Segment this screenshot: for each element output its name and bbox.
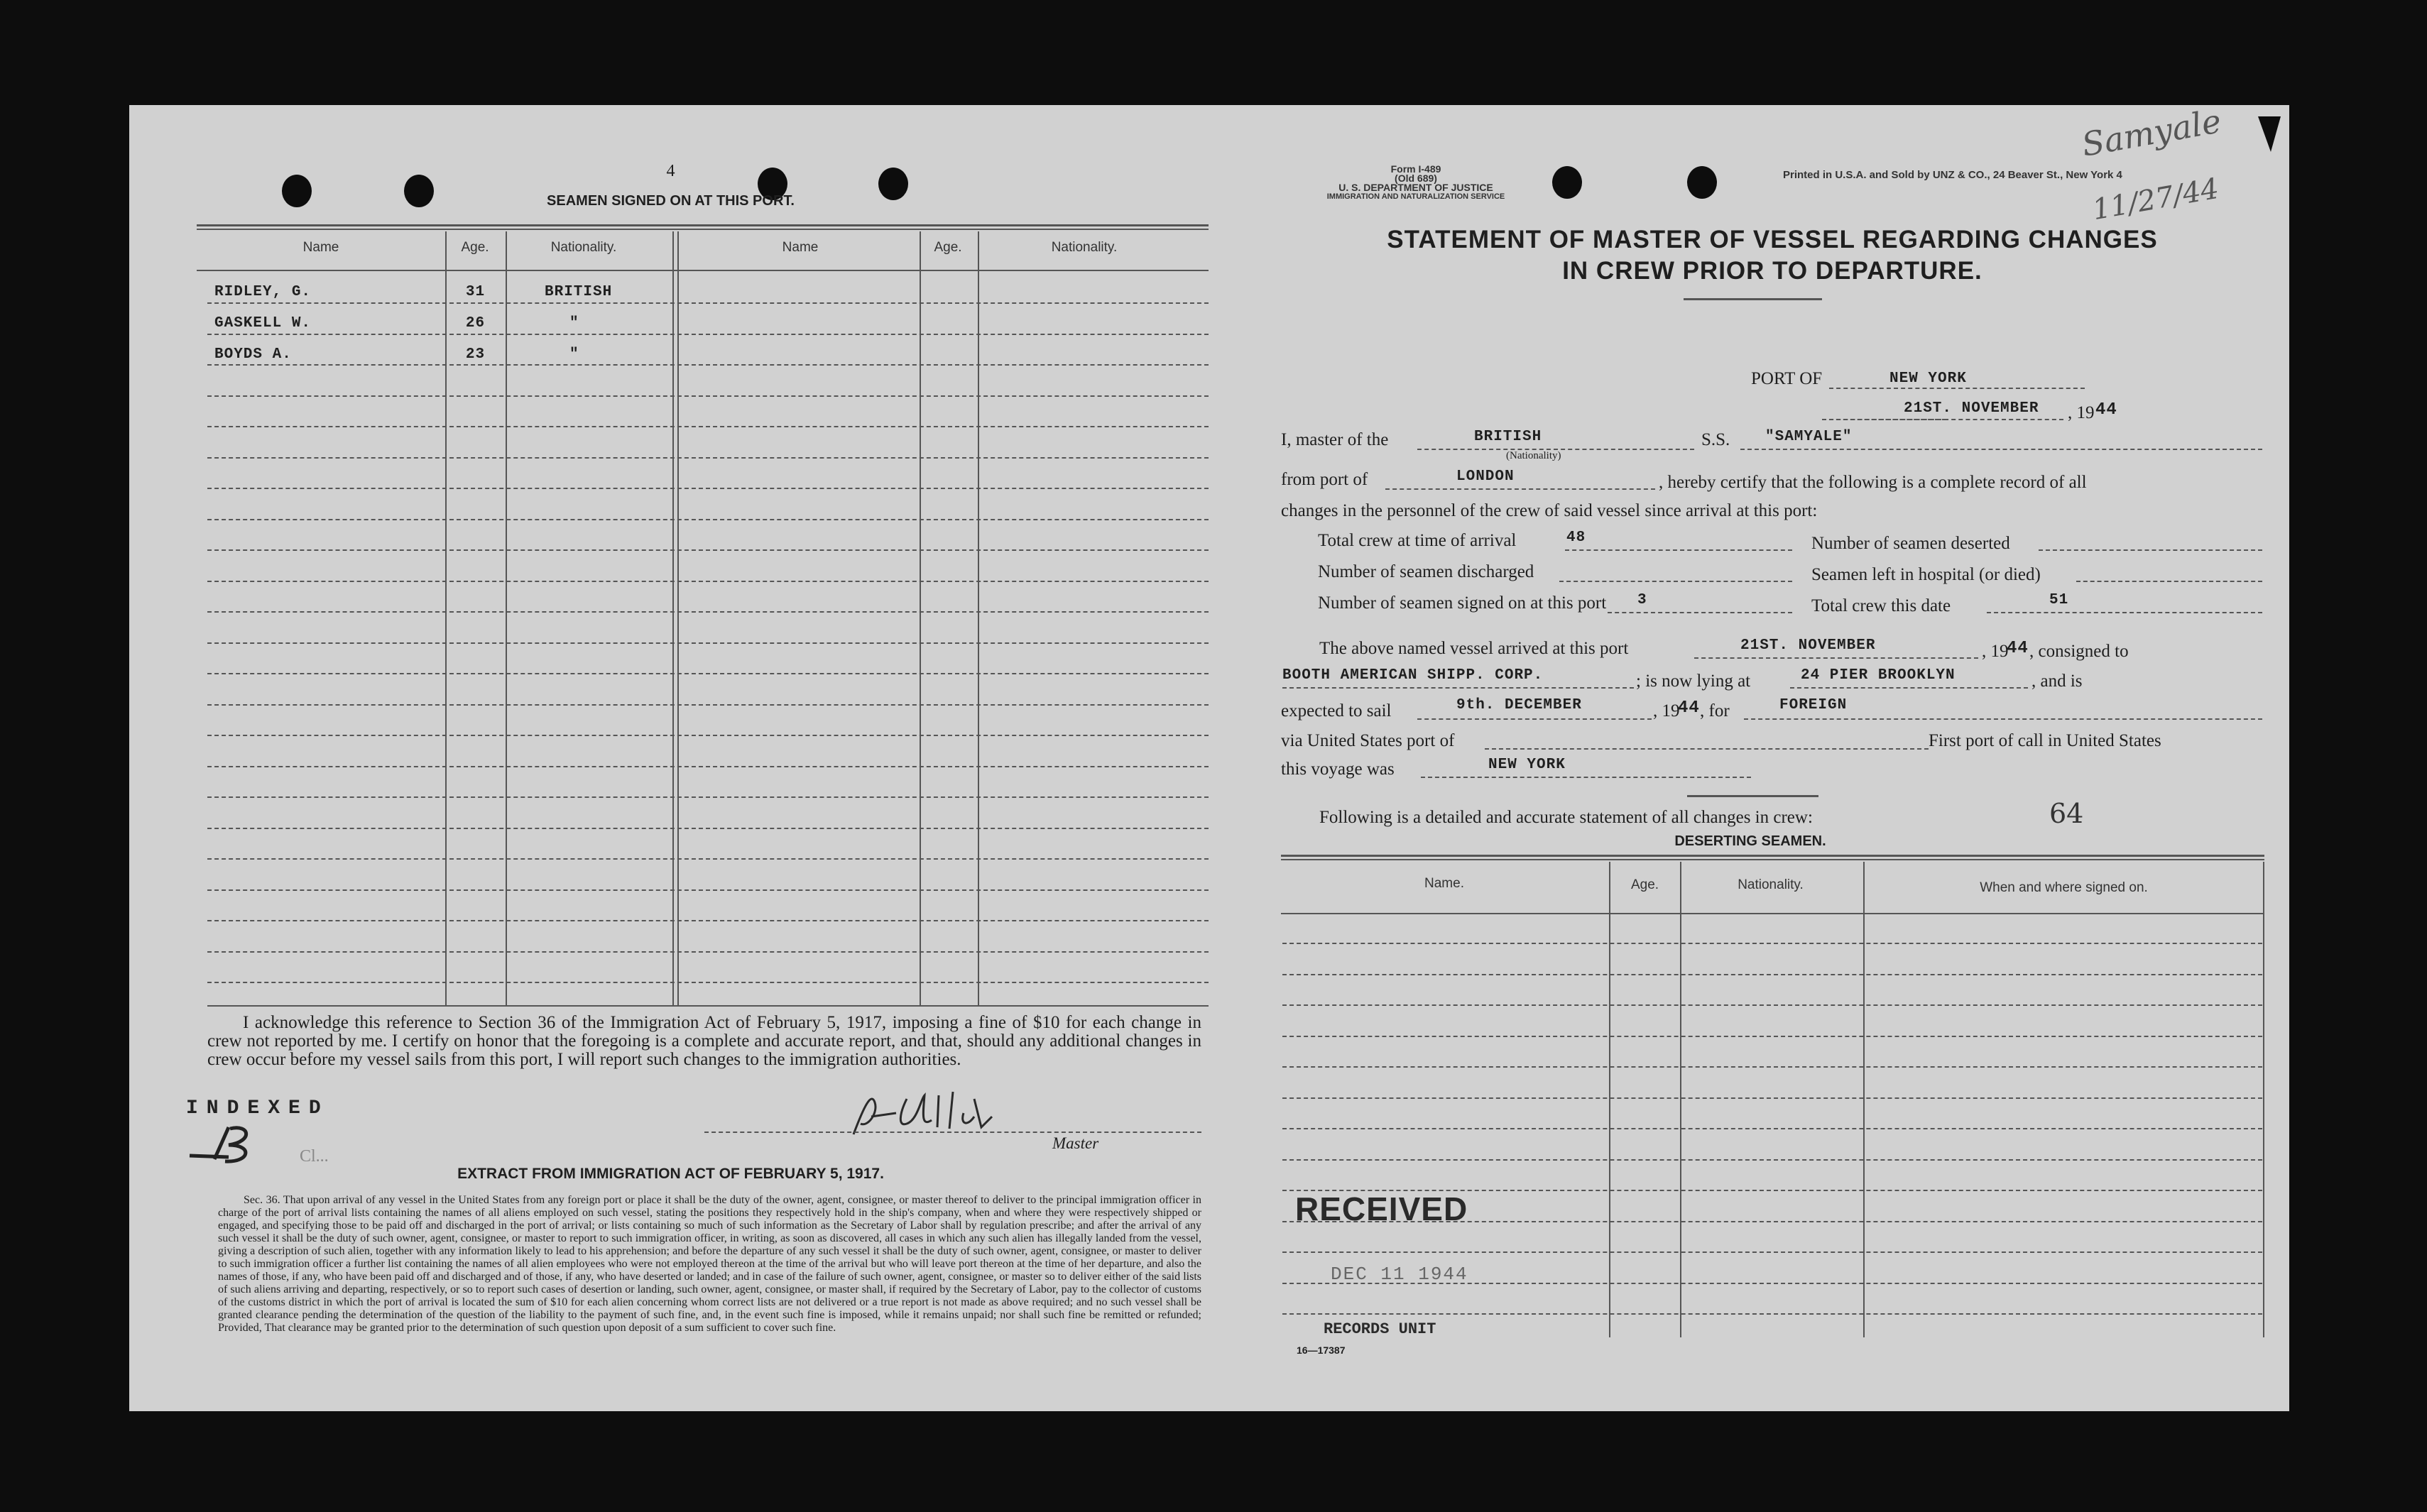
received-date-stamp: DEC 11 1944 bbox=[1331, 1264, 1468, 1285]
right-page bbox=[1211, 102, 2289, 1411]
table-row-rule bbox=[1282, 943, 2262, 944]
deserted-label: Number of seamen deserted bbox=[1811, 534, 2010, 553]
date-line bbox=[1822, 419, 2063, 420]
table-row-rule bbox=[207, 951, 1209, 953]
ship-name: "SAMYALE" bbox=[1765, 429, 1853, 445]
arrived-year-prefix: , 19 bbox=[1982, 642, 2009, 661]
port-value: NEW YORK bbox=[1889, 371, 1967, 387]
first-port-text: First port of call in United States bbox=[1929, 731, 2161, 750]
voyage-text: this voyage was bbox=[1281, 760, 1395, 779]
via-line bbox=[1485, 748, 1929, 750]
form-code: 16—17387 bbox=[1297, 1344, 1346, 1356]
table-top-rule bbox=[197, 224, 1209, 226]
following-text: Following is a detailed and accurate statement of all changes in crew: bbox=[1319, 808, 1813, 827]
signed-on-label: Number of seamen signed on at this port bbox=[1318, 593, 1607, 613]
expected-text: expected to sail bbox=[1281, 701, 1392, 721]
col-header-name-2: Name bbox=[782, 240, 819, 255]
table-row-rule bbox=[207, 766, 1209, 767]
arrived-year: 44 bbox=[2007, 639, 2029, 658]
nationality-value: BRITISH bbox=[1474, 429, 1542, 445]
total-crew-date-line bbox=[1987, 612, 2262, 613]
corner-tear bbox=[2258, 116, 2281, 152]
table-row-rule bbox=[207, 519, 1209, 520]
table-row-rule bbox=[207, 828, 1209, 829]
consignee-line bbox=[1282, 687, 1634, 689]
table-row-rule bbox=[1282, 1251, 2262, 1253]
voyage-line bbox=[1421, 777, 1751, 778]
port-label-text: PORT OF bbox=[1751, 369, 1823, 388]
consigned-text: , consigned to bbox=[2029, 642, 2129, 661]
table-row-rule bbox=[207, 611, 1209, 613]
port-label bbox=[1751, 369, 1822, 389]
date-year: 44 bbox=[2095, 400, 2117, 420]
lying-line bbox=[1790, 687, 2028, 689]
table-row-rule bbox=[207, 920, 1209, 921]
table-row-rule bbox=[207, 426, 1209, 427]
col-header-age: Age. bbox=[461, 240, 489, 255]
section-title: SEAMEN SIGNED ON AT THIS PORT. bbox=[547, 193, 795, 209]
table-row-rule bbox=[1282, 1128, 2262, 1129]
table-row-rule bbox=[207, 581, 1209, 582]
table-row-rule bbox=[207, 735, 1209, 736]
section-divider bbox=[1687, 795, 1818, 797]
col-header-nationality-2: Nationality. bbox=[1051, 240, 1118, 255]
form-header bbox=[1274, 165, 1558, 202]
printer-note: Printed in U.S.A. and Sold by UNZ & CO., 24 Beaver St., New York 4 bbox=[1783, 169, 2122, 181]
signed-on-line bbox=[1608, 612, 1792, 613]
table-row-rule bbox=[1282, 1004, 2262, 1006]
signed-on-value: 3 bbox=[1637, 592, 1647, 608]
hospital-line bbox=[2076, 581, 2262, 582]
master-signature-line bbox=[704, 1132, 1201, 1133]
from-port-value: LONDON bbox=[1456, 469, 1515, 485]
service: IMMIGRATION AND NATURALIZATION SERVICE bbox=[1326, 192, 1505, 201]
handwritten-number: 64 bbox=[2049, 798, 2084, 829]
extract-title: EXTRACT FROM IMMIGRATION ACT OF FEBRUARY 5, 1917. bbox=[457, 1166, 884, 1182]
ss-label: S.S. bbox=[1701, 430, 1730, 449]
ship-line bbox=[1740, 449, 2262, 450]
row-nationality: BRITISH bbox=[545, 284, 613, 300]
form-title bbox=[1275, 224, 2269, 287]
handwritten-vessel-name: Samyale bbox=[2078, 102, 2225, 164]
row-age: 31 bbox=[465, 284, 486, 300]
table-row-rule bbox=[207, 457, 1209, 459]
acknowledgement-text: I acknowledge this reference to Section 36 of the Immigration Act of February 5, 1917, imposing a fine of $10 for each change in crew not reported by me. I certify on honor that the foregoing is a complete and accurate report, and that, should any additional changes in crew occur before my vessel sails from this port, I will report such changes to the immigration authorities. bbox=[207, 1013, 1201, 1069]
deserting-table-top bbox=[1281, 859, 2264, 860]
department: U. S. DEPARTMENT OF JUSTICE bbox=[1338, 182, 1493, 193]
title-line-1: STATEMENT OF MASTER OF VESSEL REGARDING CHANGES bbox=[1387, 226, 2158, 253]
table-header-rule bbox=[197, 270, 1209, 271]
deserting-col-nationality: Nationality. bbox=[1738, 877, 1804, 892]
table-row-rule bbox=[207, 642, 1209, 644]
total-crew-arrival-line bbox=[1565, 549, 1792, 551]
deserted-line bbox=[2039, 549, 2262, 551]
title-line-2: IN CREW PRIOR TO DEPARTURE. bbox=[1562, 257, 1982, 285]
via-text: via United States port of bbox=[1281, 731, 1455, 750]
table-row-rule bbox=[207, 395, 1209, 397]
table-row-rule bbox=[1282, 1097, 2262, 1099]
total-crew-arrival-value: 48 bbox=[1566, 530, 1586, 546]
total-crew-date-label: Total crew this date bbox=[1811, 596, 1951, 615]
from-port-label: from port of bbox=[1281, 470, 1368, 489]
nationality-caption: (Nationality) bbox=[1506, 450, 1561, 461]
deserting-col-signed-on: When and where signed on. bbox=[1980, 880, 2148, 895]
table-row-rule bbox=[1282, 974, 2262, 975]
consignee: BOOTH AMERICAN SHIPP. CORP. bbox=[1282, 667, 1544, 684]
changes-text: changes in the personnel of the crew of said vessel since arrival at this port: bbox=[1281, 501, 1818, 520]
deserting-table-top bbox=[1281, 855, 2264, 857]
sail-date: 9th. DECEMBER bbox=[1456, 697, 1582, 713]
table-row-rule bbox=[1282, 1313, 2262, 1315]
arrived-line bbox=[1694, 657, 1978, 659]
row-age: 26 bbox=[465, 315, 486, 332]
page-number: 4 bbox=[666, 162, 675, 180]
handwritten-date: 11/27/44 bbox=[2090, 172, 2222, 227]
deserting-title: DESERTING SEAMEN. bbox=[1674, 833, 1826, 849]
sail-line bbox=[1417, 718, 1652, 720]
punch-hole bbox=[1687, 166, 1717, 199]
certify-text: , hereby certify that the following is a complete record of all bbox=[1659, 473, 2087, 492]
table-row-rule bbox=[207, 889, 1209, 891]
table-row-rule bbox=[1282, 1159, 2262, 1161]
column-rule bbox=[2263, 862, 2264, 1337]
date-year-prefix: , 19 bbox=[2068, 403, 2095, 422]
hospital-label: Seamen left in hospital (or died) bbox=[1811, 565, 2041, 584]
lying-text: ; is now lying at bbox=[1636, 672, 1751, 691]
voyage-value: NEW YORK bbox=[1488, 757, 1566, 773]
left-page bbox=[129, 105, 1212, 1411]
row-name: GASKELL W. bbox=[214, 315, 312, 332]
table-row-rule bbox=[207, 704, 1209, 706]
total-crew-date-value: 51 bbox=[2049, 592, 2069, 608]
clerk-mark: Cl... bbox=[300, 1147, 329, 1166]
lying-at: 24 PIER BROOKLYN bbox=[1801, 667, 1956, 684]
master-of-label: I, master of the bbox=[1281, 430, 1389, 449]
from-port-line bbox=[1385, 488, 1655, 490]
column-rule bbox=[1680, 862, 1681, 1337]
row-name: RIDLEY, G. bbox=[214, 284, 312, 300]
deserting-table-header-rule bbox=[1281, 913, 2264, 914]
table-row-rule bbox=[207, 302, 1209, 304]
deserting-col-name: Name. bbox=[1424, 876, 1464, 891]
form-number: Form I-489 bbox=[1390, 163, 1441, 175]
deserting-col-age: Age. bbox=[1630, 877, 1659, 892]
column-rule bbox=[1863, 862, 1865, 1337]
col-header-nationality: Nationality. bbox=[550, 240, 617, 255]
date-value: 21ST. NOVEMBER bbox=[1904, 400, 2039, 417]
received-stamp: RECEIVED bbox=[1295, 1190, 1468, 1227]
table-row-rule bbox=[207, 982, 1209, 983]
table-row-rule bbox=[1282, 1036, 2262, 1037]
and-is-text: , and is bbox=[2031, 672, 2083, 691]
arrived-date: 21ST. NOVEMBER bbox=[1740, 637, 1876, 654]
table-top-rule bbox=[197, 229, 1209, 230]
master-label: Master bbox=[1052, 1134, 1099, 1152]
indexed-stamp: INDEXED bbox=[186, 1097, 329, 1119]
form-old: (Old 689) bbox=[1395, 172, 1437, 184]
sail-year: 44 bbox=[1678, 699, 1700, 718]
column-rule bbox=[1609, 862, 1610, 1337]
table-row-rule bbox=[207, 549, 1209, 551]
row-name: BOYDS A. bbox=[214, 346, 292, 363]
table-row-rule bbox=[207, 796, 1209, 798]
row-age: 23 bbox=[465, 346, 486, 363]
table-row-rule bbox=[1282, 1066, 2262, 1068]
master-signature bbox=[839, 1085, 1003, 1141]
row-nationality: " bbox=[569, 315, 579, 332]
table-row-rule bbox=[207, 673, 1209, 674]
table-row-rule bbox=[207, 488, 1209, 489]
port-line bbox=[1829, 388, 2085, 389]
sail-year-prefix: , 19 bbox=[1653, 701, 1680, 721]
table-row-rule bbox=[207, 364, 1209, 366]
arrived-text: The above named vessel arrived at this port bbox=[1319, 639, 1629, 658]
table-bottom-rule bbox=[207, 1005, 1209, 1007]
records-unit-stamp: RECORDS UNIT bbox=[1324, 1320, 1436, 1338]
discharged-line bbox=[1559, 581, 1792, 582]
total-crew-arrival-label: Total crew at time of arrival bbox=[1318, 531, 1517, 550]
title-underline bbox=[1684, 298, 1822, 300]
destination-line bbox=[1744, 718, 2262, 720]
row-nationality: " bbox=[569, 346, 579, 363]
table-row-rule bbox=[207, 858, 1209, 860]
col-header-name: Name bbox=[302, 240, 339, 255]
col-header-age-2: Age. bbox=[934, 240, 962, 255]
table-row-rule bbox=[207, 334, 1209, 335]
for-text: , for bbox=[1700, 701, 1730, 721]
extract-text: Sec. 36. That upon arrival of any vessel in the United States from any foreign port or place it shall be the duty of the owner, agent, consignee, or master thereof to deliver to the principal immigration officer in charge of the port of arrival lists containing the names of all aliens employed on such vessel, stating the positions they respectively hold in the ship's company, when and where they were respectively shipped or engaged, and specifying those to be paid off and discharged in the port of arrival; or lists containing so much of such information as the Secretary of Labor shall by regulation prescribe; and after the arrival of any such vessel it shall be the duty of such owner, agent, consignee, or master to report to such immigration officer, in writing, as soon as discovered, all cases in which any such alien has illegally landed from the vessel, giving a description of such alien, together with any information likely to lead to his apprehension; and before the departure of any such vessel it shall be the duty of such owner, agent, consignee, or master to deliver to such immigration officer a further list containing the names of all alien employees who were not employed thereon at the time of the arrival but who will leave port thereon at the time of her departure, and also the names of those, if any, who have been paid off and discharged and of those, if any, who have deserted or landed; and in case of the failure of such owner, agent, consignee, or master so to deliver either of the said lists of such aliens arriving and departing, respectively, or so to report such cases of desertion or landing, such owner, agent, consignee, or master shall, if required by the Secretary of Labor, pay to the collector of customs of the customs district in which the port of arrival is located the sum of $10 for each alien concerning whom correct lists are not delivered or a true report is not made as above required; and no such vessel shall be granted clearance pending the determination of the question of the liability to the payment of such fine, and, in the event such fine is imposed, while it remains unpaid; nor shall such fine be remitted or refunded; Provided, That clearance may be granted prior to the determination of such question upon deposit of a sum sufficient to cover such fine. bbox=[218, 1194, 1201, 1334]
discharged-label: Number of seamen discharged bbox=[1318, 562, 1534, 581]
destination: FOREIGN bbox=[1779, 697, 1848, 713]
